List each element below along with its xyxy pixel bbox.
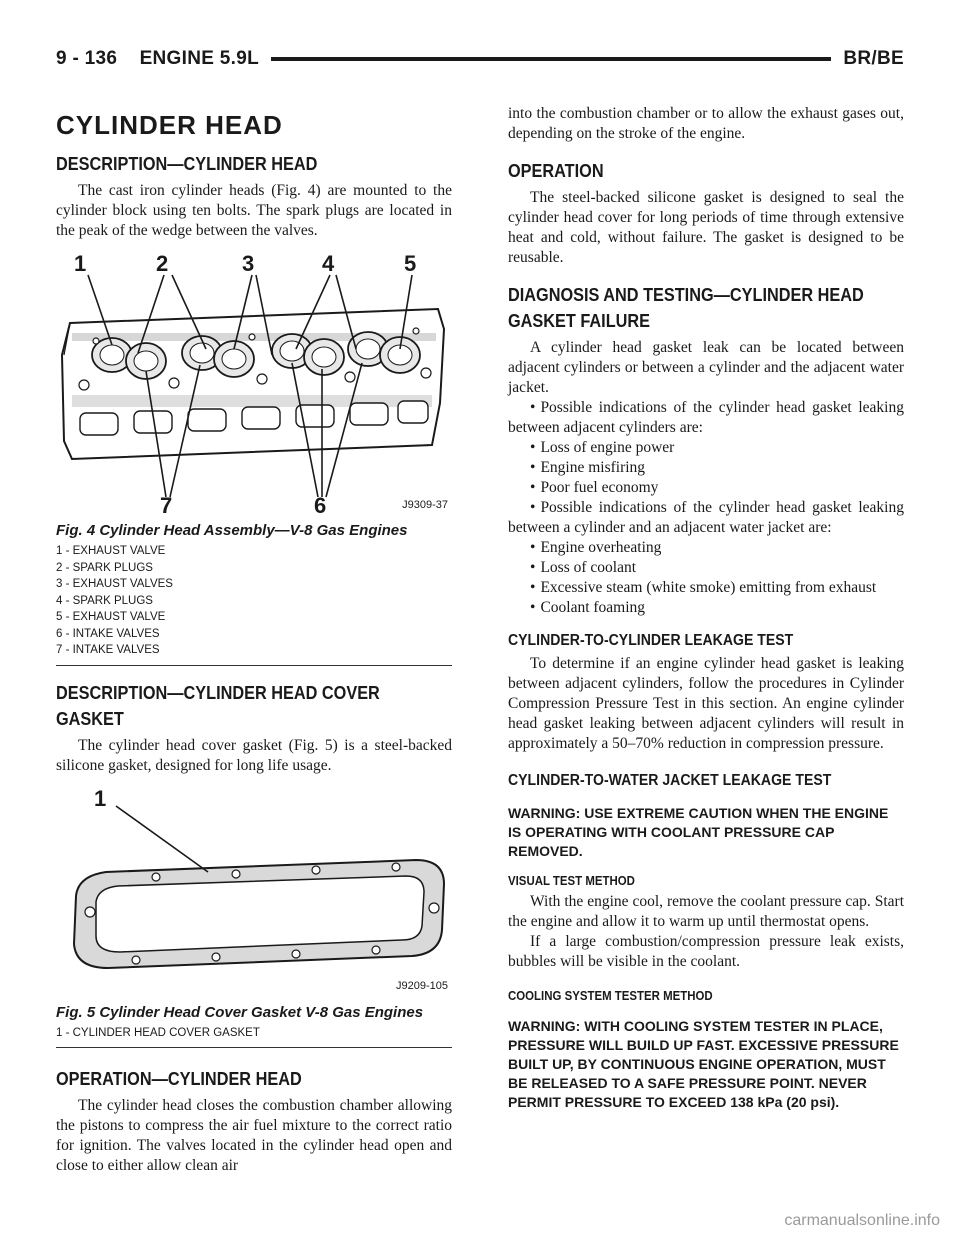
callout-2: 2 — [156, 251, 169, 276]
figure-4-code: J9309-37 — [402, 499, 448, 511]
header-right: BR/BE — [843, 48, 904, 69]
list-item: • Possible indications of the cylinder head gasket leaking between a cylinder and an adjacent water jacket are: — [508, 498, 904, 538]
callout-7: 7 — [160, 493, 173, 518]
operation-continued-text: into the combustion chamber or to allow the exhaust gases out, depending on the stroke of the engine. — [508, 105, 904, 142]
list-item: • Coolant foaming — [508, 598, 904, 618]
symptom-list — [508, 398, 904, 618]
operation-cylinder-head-text: The cylinder head closes the combustion chamber allowing the pistons to compress the air fuel mixture to the correct ratio for ignition. The valves located in the cylinder head open and close to either allow clean air — [56, 1097, 452, 1174]
description-cylinder-head-text: The cast iron cylinder heads (Fig. 4) are mounted to the cylinder block using ten bolts. The spark plugs are located in the peak of the wedge between the valves. — [56, 182, 452, 239]
legend-item: 2 - SPARK PLUGS — [56, 561, 153, 574]
heading-description-head-cover-gasket: DESCRIPTION—CYLINDER HEAD COVER GASKET — [56, 681, 380, 729]
legend-item: 5 - EXHAUST VALVE — [56, 611, 166, 623]
heading-description-cylinder-head: DESCRIPTION—CYLINDER HEAD — [56, 153, 318, 174]
visual-test-text-1: With the engine cool, remove the coolant pressure cap. Start the engine and allow it to warm up until thermostat opens. — [508, 893, 904, 930]
head-cover-gasket-illustration — [56, 784, 452, 1002]
heading-operation-cylinder-head: OPERATION—CYLINDER HEAD — [56, 1068, 302, 1089]
cylinder-head-illustration — [56, 245, 452, 520]
watermark: carmanualsonline.info — [784, 1212, 940, 1229]
legend-item: 7 - INTAKE VALVES — [56, 644, 160, 656]
description-gasket-text: The cylinder head cover gasket (Fig. 5) is a steel-backed silicone gasket, designed for long life usage. — [56, 736, 452, 774]
callout-6: 6 — [314, 493, 327, 518]
diagnosis-text: A cylinder head gasket leak can be located between adjacent cylinders or between a cylinder and the adjacent water jacket. — [508, 339, 904, 396]
header-rule — [271, 57, 831, 61]
figure-4 — [56, 245, 452, 520]
figure-5-code: J9209-105 — [396, 979, 448, 992]
list-item: • Excessive steam (white smoke) emitting from exhaust — [508, 578, 904, 598]
figure-5 — [56, 784, 452, 1002]
legend-item: 1 - CYLINDER HEAD COVER GASKET — [56, 1026, 260, 1039]
page-title: CYLINDER HEAD — [56, 110, 283, 140]
legend-item: 4 - SPARK PLUGS — [56, 594, 153, 607]
visual-test-text-2: If a large combustion/compression pressure leak exists, bubbles will be visible in the coolant. — [508, 933, 904, 970]
callout-3: 3 — [242, 251, 255, 276]
legend-item: 1 - EXHAUST VALVE — [56, 545, 166, 557]
heading-diagnosis-gasket-failure: DIAGNOSIS AND TESTING—CYLINDER HEAD GASKET FAILURE — [508, 284, 864, 331]
figure-4-legend — [56, 543, 452, 666]
figure-5-caption: Fig. 5 Cylinder Head Cover Gasket V-8 Gas Engines — [56, 1003, 424, 1021]
heading-cylinder-to-water-jacket-test: CYLINDER-TO-WATER JACKET LEAKAGE TEST — [508, 772, 832, 789]
list-item: • Loss of engine power — [508, 438, 904, 458]
list-item: • Engine misfiring — [508, 458, 904, 478]
figure-4-caption: Fig. 4 Cylinder Head Assembly—V-8 Gas Engines — [56, 522, 408, 539]
warning-coolant-cap: WARNING: USE EXTREME CAUTION WHEN THE ENGINE IS OPERATING WITH COOLANT PRESSURE CAP REMOVED. — [508, 805, 889, 859]
list-item: • Engine overheating — [508, 538, 904, 558]
legend-item: 3 - EXHAUST VALVES — [56, 578, 173, 590]
figure-5-legend — [56, 1025, 452, 1049]
header-left: 9 - 136 ENGINE 5.9L — [56, 48, 260, 69]
list-item: • Possible indications of the cylinder head gasket leaking between adjacent cylinders are: — [508, 398, 904, 438]
list-item: • Loss of coolant — [508, 558, 904, 578]
callout-1: 1 — [94, 785, 107, 811]
cylinder-to-cylinder-text: To determine if an engine cylinder head gasket is leaking between adjacent cylinders, follow the procedures in Cylinder Compression Pressure Test in this section. An engine cylinder head gasket leaking between adjacent cylinders will result in approximately a 50–70% reduction in compression pressure. — [508, 655, 904, 752]
heading-operation: OPERATION — [508, 160, 604, 181]
page-header — [56, 44, 904, 74]
warning-pressure: WARNING: WITH COOLING SYSTEM TESTER IN PLACE, PRESSURE WILL BUILD UP FAST. EXCESSIVE PRESSURE BUILT UP, BY CONTINUOUS ENGINE OPERATION, MUST BE RELEASED TO A SAFE PRESSURE POINT. NEVER PERMIT PRESSURE TO EXCEED 138 kPa (20 psi). — [508, 1018, 899, 1110]
callout-4: 4 — [322, 251, 335, 276]
legend-item: 6 - INTAKE VALVES — [56, 627, 160, 640]
right-column — [508, 104, 904, 1116]
heading-cylinder-to-cylinder-test: CYLINDER-TO-CYLINDER LEAKAGE TEST — [508, 632, 794, 649]
heading-cooling-system-tester-method: COOLING SYSTEM TESTER METHOD — [508, 988, 713, 1003]
list-item: • Poor fuel economy — [508, 478, 904, 498]
left-column — [56, 104, 452, 1176]
heading-visual-test-method: VISUAL TEST METHOD — [508, 873, 635, 888]
callout-5: 5 — [404, 251, 417, 276]
operation-text: The steel-backed silicone gasket is designed to seal the cylinder head cover for long periods of time through extensive heat and cold, without failure. The gasket is designed to be reusable. — [508, 189, 904, 266]
callout-1: 1 — [74, 251, 87, 276]
